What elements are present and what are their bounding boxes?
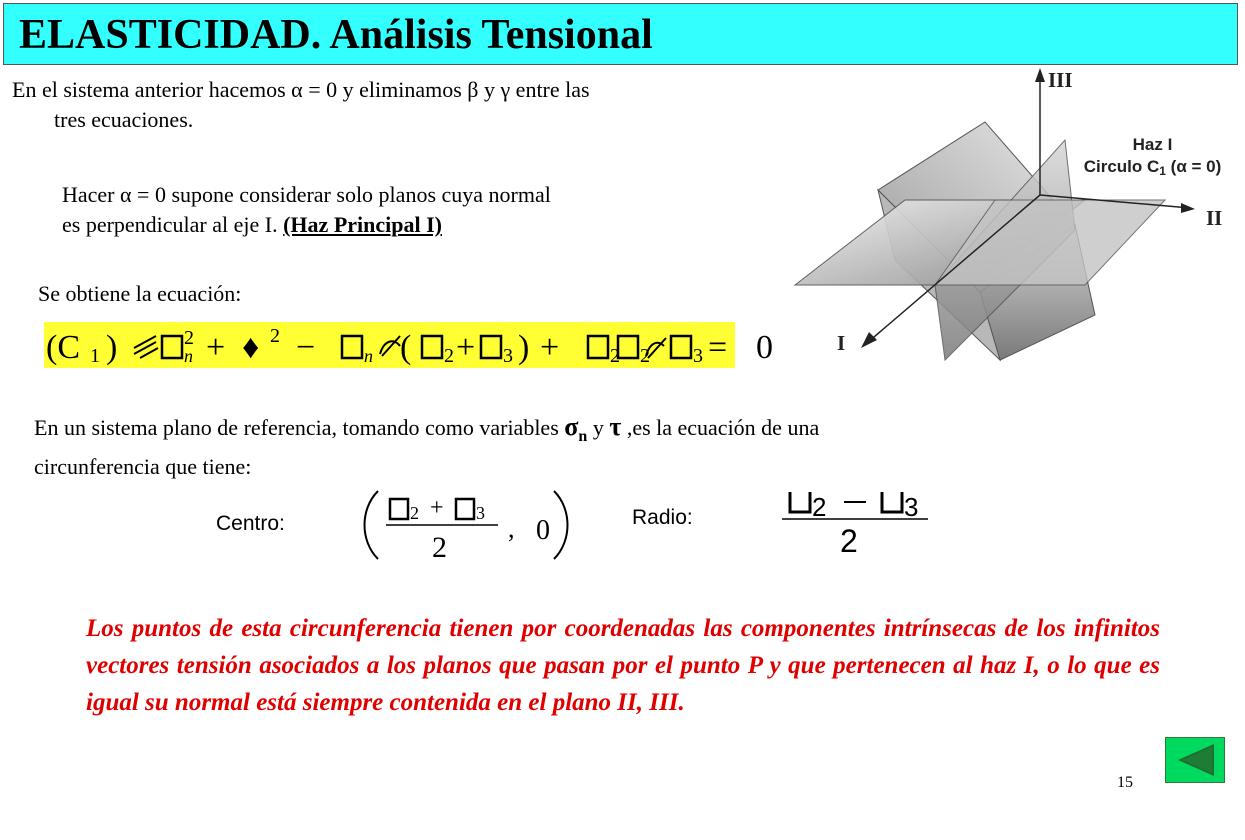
axis-III-label: III xyxy=(1048,68,1073,92)
svg-text:0: 0 xyxy=(756,329,773,366)
intro-paragraph xyxy=(12,75,772,135)
haz-title: Haz I xyxy=(1132,135,1173,154)
sistema-line-1-prefix: En un sistema plano de referencia, tomando como variables xyxy=(34,415,559,440)
svg-text:.: . xyxy=(574,358,575,359)
centro-label: Centro: xyxy=(216,512,285,535)
svg-text:+: + xyxy=(540,329,560,366)
svg-text:−: − xyxy=(296,329,316,366)
haz-principal-link: (Haz Principal I) xyxy=(283,212,442,237)
sistema-line-1-suffix: ,es la ecuación de una xyxy=(626,415,820,440)
svg-text:2: 2 xyxy=(640,345,650,367)
svg-text:+: + xyxy=(206,329,226,366)
haz-planes-diagram xyxy=(785,60,1205,380)
sigma-subscript: n xyxy=(578,428,588,445)
svg-text:3: 3 xyxy=(904,492,919,522)
svg-text:=: = xyxy=(708,329,728,366)
haz-caption xyxy=(1060,134,1245,182)
back-button[interactable] xyxy=(1165,737,1225,783)
hacer-paragraph xyxy=(62,180,682,240)
sistema-paragraph xyxy=(34,412,1084,482)
intro-line-2: tres ecuaciones. xyxy=(54,107,194,132)
svg-text:3: 3 xyxy=(693,345,703,367)
radio-formula xyxy=(778,482,934,559)
sistema-line-2: circunferencia que tiene: xyxy=(34,454,252,479)
haz-sub-prefix: Circulo C xyxy=(1083,157,1160,176)
title-bar xyxy=(3,3,1238,65)
svg-text:+: + xyxy=(430,495,444,521)
hacer-line-1: Hacer α = 0 supone considerar solo planos cuya normal xyxy=(62,182,551,207)
svg-text:2: 2 xyxy=(270,325,280,347)
axis-I-label: I xyxy=(837,331,846,355)
svg-text:2: 2 xyxy=(410,503,419,523)
svg-text:♦: ♦ xyxy=(242,329,260,366)
haz-sub-index: 1 xyxy=(1159,164,1166,178)
radio-denominator: 2 xyxy=(840,523,858,559)
conclusion-paragraph: Los puntos de esta circunferencia tienen por coordenadas las componentes intrínsecas de los infinitos vectores tensión asociados a los planos que pasan por el punto P y que pertenecen al haz I, o lo que es igual su normal está siempre contenida en el plano II, III. xyxy=(86,615,1160,716)
svg-text:): ) xyxy=(518,329,530,366)
haz-sub-suffix: (α = 0) xyxy=(1165,157,1222,176)
centro-zero: 0 xyxy=(536,515,550,546)
svg-text:2: 2 xyxy=(444,345,454,367)
svg-text:3: 3 xyxy=(503,345,513,367)
haz-subtitle xyxy=(1060,156,1245,182)
svg-text:n: n xyxy=(184,346,193,366)
equation-label-close: ) xyxy=(106,329,118,366)
svg-text:2: 2 xyxy=(184,327,194,349)
hacer-line-2: es perpendicular al eje I. xyxy=(62,212,278,237)
svg-text:2: 2 xyxy=(812,492,827,522)
obtiene-text: Se obtiene la ecuación: xyxy=(38,281,242,306)
centro-comma: , xyxy=(508,514,515,543)
equation-box xyxy=(44,322,773,368)
centro-formula xyxy=(358,485,578,565)
sigma-symbol: σ xyxy=(564,412,579,441)
tau-symbol: τ xyxy=(609,412,622,441)
sistema-y: y xyxy=(592,415,604,440)
axis-II-label: II xyxy=(1206,206,1223,230)
triangle-left-icon xyxy=(1166,738,1224,782)
svg-text:n: n xyxy=(364,346,373,366)
svg-text:3: 3 xyxy=(476,503,485,523)
equation-label-open: (C xyxy=(46,329,80,366)
centro-denominator: 2 xyxy=(432,531,447,564)
svg-text:.: . xyxy=(600,358,601,359)
svg-text:+: + xyxy=(456,329,476,366)
page-title: ELASTICIDAD. Análisis Tensional xyxy=(19,12,653,58)
intro-line-1: En el sistema anterior hacemos α = 0 y eliminamos β y γ entre las xyxy=(12,77,590,102)
svg-text:2: 2 xyxy=(610,345,620,367)
radio-label: Radio: xyxy=(632,506,693,529)
equation-graphic xyxy=(44,322,773,368)
equation-label-sub: 1 xyxy=(90,345,100,367)
svg-text:.: . xyxy=(588,336,589,337)
page-number: 15 xyxy=(1117,774,1133,791)
svg-text:(: ( xyxy=(400,329,412,366)
